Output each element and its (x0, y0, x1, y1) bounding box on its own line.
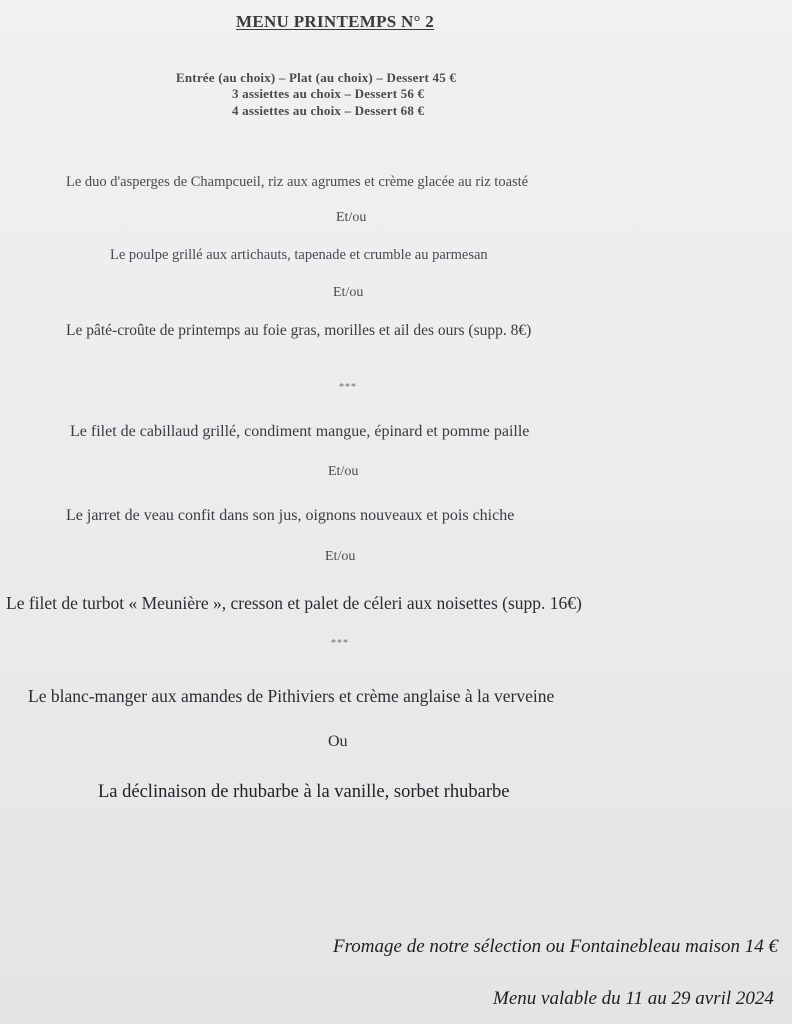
price-line-2: 3 assiettes au choix – Dessert 56 € (232, 86, 425, 101)
main-item-1: Le filet de cabillaud grillé, condiment mangue, épinard et pomme paille (70, 423, 530, 440)
main-separator-2: Et/ou (325, 549, 356, 564)
cheese-offer: Fromage de notre sélection ou Fontainebleau maison 14 € (333, 936, 779, 957)
starter-separator-2: Et/ou (333, 285, 364, 300)
price-line-3: 4 assiettes au choix – Dessert 68 € (232, 103, 425, 118)
menu-validity: Menu valable du 11 au 29 avril 2024 (493, 988, 774, 1009)
starter-item-2: Le poulpe grillé aux artichauts, tapenade et crumble au parmesan (110, 247, 488, 263)
menu-title: MENU PRINTEMPS N° 2 (236, 12, 435, 31)
main-item-3: Le filet de turbot « Meunière », cresson et palet de céleri aux noisettes (supp. 16€) (6, 593, 582, 613)
section-divider-1: *** (339, 382, 357, 393)
starter-item-3: Le pâté-croûte de printemps au foie gras, morilles et ail des ours (supp. 8€) (66, 322, 532, 339)
dessert-item-2: La déclinaison de rhubarbe à la vanille, sorbet rhubarbe (98, 782, 510, 802)
main-item-2: Le jarret de veau confit dans son jus, oignons nouveaux et pois chiche (66, 507, 515, 524)
starter-item-1: Le duo d'asperges de Champcueil, riz aux agrumes et crème glacée au riz toasté (66, 174, 529, 190)
section-divider-2: *** (331, 638, 349, 649)
dessert-item-1: Le blanc-manger aux amandes de Pithiviers et crème anglaise à la verveine (28, 686, 555, 706)
price-line-1: Entrée (au choix) – Plat (au choix) – Dessert 45 € (176, 70, 457, 85)
main-separator-1: Et/ou (328, 464, 359, 479)
dessert-separator-1: Ou (328, 733, 348, 750)
starter-separator-1: Et/ou (336, 210, 367, 225)
